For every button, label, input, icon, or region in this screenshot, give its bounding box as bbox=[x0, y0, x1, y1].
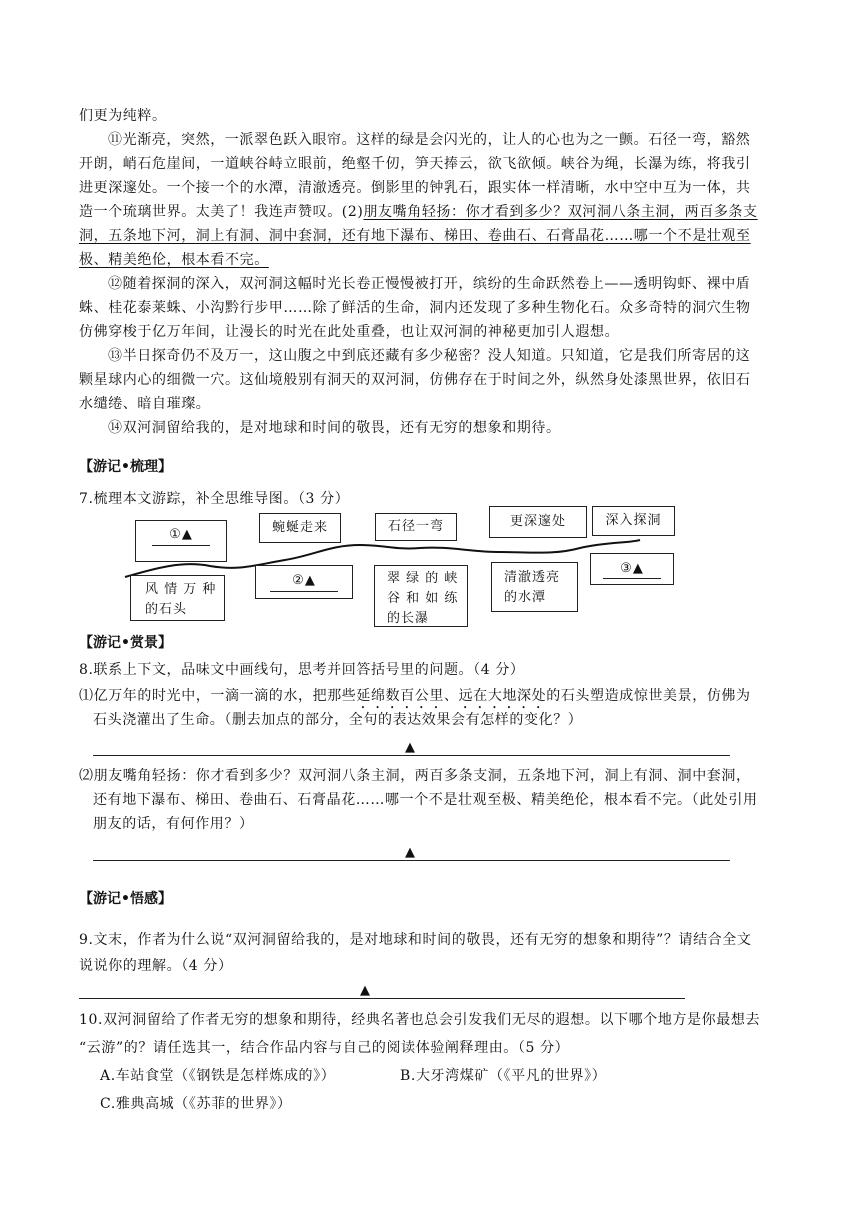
dotted-phrase: 远在大地深处 bbox=[458, 688, 547, 704]
section-heading: 【游记•悟感】 bbox=[79, 891, 172, 907]
passage-text: 颗星球内心的细微一穴。这仙境般别有洞天的双河洞，仿佛存在于时间之外，纵然身处漆黑世界，依旧石 bbox=[79, 372, 751, 388]
blank-underline bbox=[603, 578, 661, 579]
question-text: 说说你的理解。（4 分） bbox=[79, 958, 233, 974]
mind-map-box-9 bbox=[491, 562, 578, 612]
mind-map-box-8 bbox=[374, 565, 468, 627]
question-text: 朋友的话，有何作用？） bbox=[93, 816, 254, 832]
answer-blank-2: ②▲ bbox=[292, 573, 316, 588]
mind-map-box-1 bbox=[135, 520, 227, 562]
answer-line[interactable] bbox=[93, 860, 730, 861]
passage-text: 造一个琉璃世界。太美了！我连声赞叹。(2) bbox=[79, 204, 364, 220]
box-text: 的石头 bbox=[145, 602, 188, 617]
mind-map-box-3: 石径一弯 bbox=[375, 513, 457, 541]
answer-blank-3: ③▲ bbox=[620, 561, 644, 576]
mind-map-box-2: 蜿蜒走来 bbox=[259, 513, 341, 543]
dotted-phrase: 延绵数百公里 bbox=[356, 688, 445, 704]
box-text: 的长瀑 bbox=[387, 611, 430, 626]
question-text: 石头浇灌出了生命。（删去加点的部分，全句的表达效果会有怎样的变化？） bbox=[93, 712, 583, 728]
passage-text: 蛛、桂花泰莱蛛、小沟黔行步甲……除了鲜活的生命，洞内还发现了多种生物化石。众多奇特的洞穴生物 bbox=[79, 300, 751, 316]
question-text: “云游”的？请任选其一，结合作品内容与自己的阅读体验阐释理由。（5 分） bbox=[79, 1040, 570, 1056]
box-text: 的水潭 bbox=[504, 590, 547, 605]
paragraph-13: ⑬半日探奇仍不及万一，这山腹之中到底还藏有多少秘密？没人知道。只知道，它是我们所寄居的这 bbox=[108, 348, 751, 364]
box-text: 清澈透亮 bbox=[504, 570, 561, 585]
option-b: B.大牙湾煤矿（《平凡的世界》） bbox=[400, 1068, 607, 1084]
question-9: 9.文末，作者为什么说“双河洞留给我的，是对地球和时间的敬畏，还有无穷的想象和期待”？请结合全文 bbox=[79, 932, 752, 948]
question-text: 、 bbox=[444, 688, 459, 704]
underlined-sentence: 朋友嘴角轻扬：你才看到多少？双河洞八条主洞，两百多条支 bbox=[363, 204, 758, 220]
answer-mark: ▲ bbox=[360, 983, 370, 998]
option-a: A.车站食堂（《钢铁是怎样炼成的》） bbox=[100, 1068, 336, 1084]
question-text: 的石头塑造成惊世美景，仿佛为 bbox=[546, 688, 751, 704]
answer-mark: ▲ bbox=[405, 740, 415, 755]
box-text: 翠 绿 的 峡 bbox=[387, 571, 459, 586]
mind-map-box-4: 更深邃处 bbox=[489, 506, 587, 538]
paragraph-11: ⑪光渐亮，突然，一派翠色跃入眼帘。这样的绿是会闪光的，让人的心也为之一颤。石径一弯，豁然 bbox=[108, 132, 751, 148]
paragraph-14: ⑭双河洞留给我的，是对地球和时间的敬畏，还有无穷的想象和期待。 bbox=[108, 420, 561, 436]
underlined-sentence: 极、精美绝伦，根本看不完。 bbox=[79, 252, 269, 268]
question-7: 7.梳理本文游踪，补全思维导图。（3 分） bbox=[79, 491, 350, 507]
question-8: 8.联系上下文，品味文中画线句，思考并回答括号里的问题。（4 分） bbox=[79, 662, 525, 678]
question-text: ⑴亿万年的时光中，一滴一滴的水，把那些 bbox=[79, 688, 357, 704]
option-c: C.雅典高城（《苏菲的世界》） bbox=[100, 1096, 292, 1112]
question-10: 10.双河洞留给了作者无穷的想象和期待，经典名著也总会引发我们无尽的遐想。以下哪个地方是你最想去 bbox=[79, 1012, 761, 1028]
section-heading: 【游记•梳理】 bbox=[79, 459, 172, 475]
answer-line[interactable] bbox=[79, 998, 685, 999]
passage-text: 水缱绻、暗自璀璨。 bbox=[79, 396, 211, 412]
blank-underline bbox=[152, 545, 210, 546]
answer-blank-1: ①▲ bbox=[169, 527, 193, 542]
paragraph-12: ⑫随着探洞的深入，双河洞这幅时光长卷正慢慢被打开，缤纷的生命跃然卷上——透明钩虾、裸中盾 bbox=[108, 276, 751, 292]
underlined-sentence: 洞，五条地下河，洞上有洞、洞中套洞，还有地下瀑布、梯田、卷曲石、石膏晶花……哪一个不是壮观至 bbox=[79, 228, 751, 244]
mind-map-box-7 bbox=[255, 565, 353, 599]
question-8-1 bbox=[79, 686, 751, 712]
question-text: 还有地下瀑布、梯田、卷曲石、石膏晶花……哪一个不是壮观至极、精美绝伦，根本看不完。（此处引用 bbox=[93, 792, 758, 808]
mind-map-box-10 bbox=[590, 553, 674, 585]
mind-map-box-5: 深入探洞 bbox=[592, 506, 675, 536]
mind-map-box-6 bbox=[130, 575, 225, 621]
passage-text: 仿佛穿梭于亿万年间，让漫长的时光在此处重叠，也让双河洞的神秘更加引人遐想。 bbox=[79, 324, 620, 340]
blank-underline bbox=[270, 591, 338, 592]
answer-line[interactable] bbox=[93, 755, 730, 756]
box-text: 风 情 万 种 bbox=[145, 582, 217, 597]
answer-mark: ▲ bbox=[405, 845, 415, 860]
passage-text: 进更深邃处。一个接一个的水潭，清澈透亮。倒影里的钟乳石，跟实体一样清晰，水中空中互为一体，共 bbox=[79, 180, 751, 196]
question-8-2: ⑵朋友嘴角轻扬：你才看到多少？双河洞八条主洞，两百多条支洞，五条地下河，洞上有洞、洞中套洞， bbox=[79, 768, 751, 784]
passage-text: 开朗，峭石危崖间，一道峡谷峙立眼前，绝壑千仞，笋天捧云，欲飞欲倾。峡谷为绳，长瀑为练，将我引 bbox=[79, 156, 751, 172]
box-text: 谷 和 如 练 bbox=[387, 591, 459, 606]
section-heading: 【游记•赏景】 bbox=[79, 635, 172, 651]
passage-text: 们更为纯粹。 bbox=[79, 108, 167, 124]
